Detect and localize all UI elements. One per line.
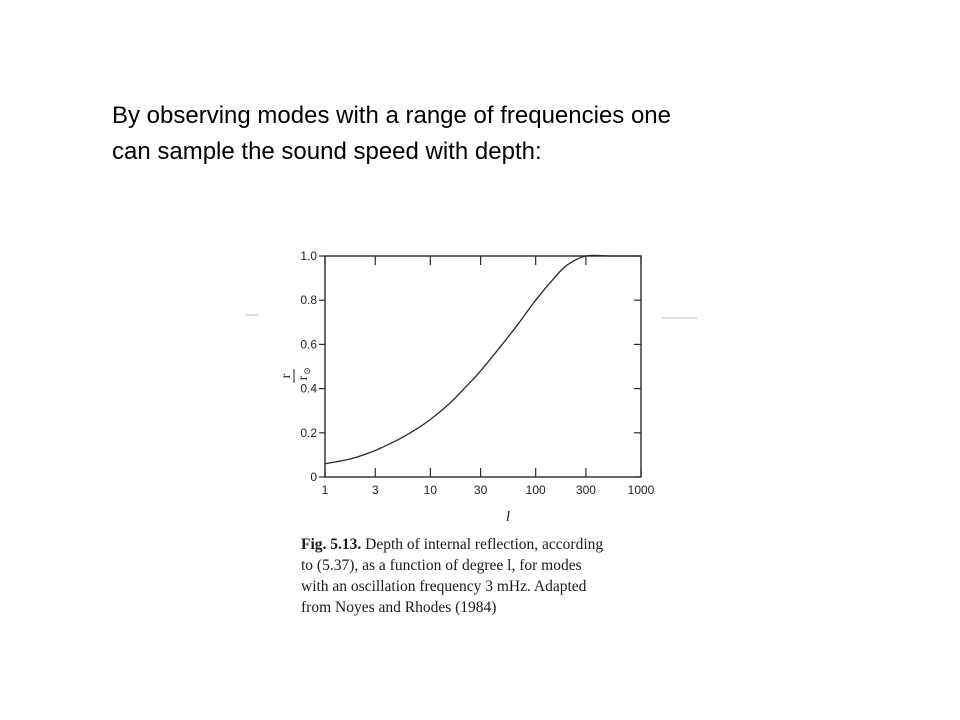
- y-axis-label: [279, 367, 312, 383]
- y-label-numerator: r: [279, 373, 294, 379]
- caption-line-1: [301, 534, 651, 555]
- caption-line-4: from Noyes and Rhodes (1984): [301, 599, 497, 616]
- intro-line-1: By observing modes with a range of frequencies one: [112, 102, 671, 129]
- plot-frame: [325, 256, 641, 477]
- x-axis-label: l: [505, 509, 511, 525]
- x-tick-label: 3: [371, 483, 379, 497]
- y-tick-label: 0.4: [300, 381, 317, 396]
- x-tick-label: 100: [525, 483, 546, 497]
- caption-line-2: to (5.37), as a function of degree l, for modes: [301, 557, 582, 574]
- intro-line-2: can sample the sound speed with depth:: [112, 138, 542, 165]
- y-tick-label: 0.8: [300, 293, 317, 308]
- caption-figure-label: Fig. 5.13.: [301, 536, 362, 553]
- caption-line-1-text: Depth of internal reflection, according: [361, 536, 604, 553]
- caption-line-3: with an oscillation frequency 3 mHz. Adapted: [301, 578, 587, 595]
- x-tick-label: 1000: [627, 483, 655, 497]
- x-tick-label: 300: [575, 483, 596, 497]
- series-line: [325, 255, 641, 463]
- y-label-denominator: r: [296, 375, 311, 381]
- y-label-sun-subscript: ⊙: [302, 367, 312, 375]
- y-tick-label: 0: [310, 470, 317, 484]
- plot-area: [300, 249, 654, 497]
- y-tick-label: 1.0: [300, 249, 317, 263]
- y-tick-label: 0.2: [300, 425, 317, 440]
- figure-caption: [301, 534, 651, 618]
- x-tick-label: 1: [321, 483, 329, 497]
- x-tick-label: 10: [423, 483, 438, 497]
- y-tick-label: 0.6: [300, 337, 317, 352]
- x-tick-label: 30: [473, 483, 488, 497]
